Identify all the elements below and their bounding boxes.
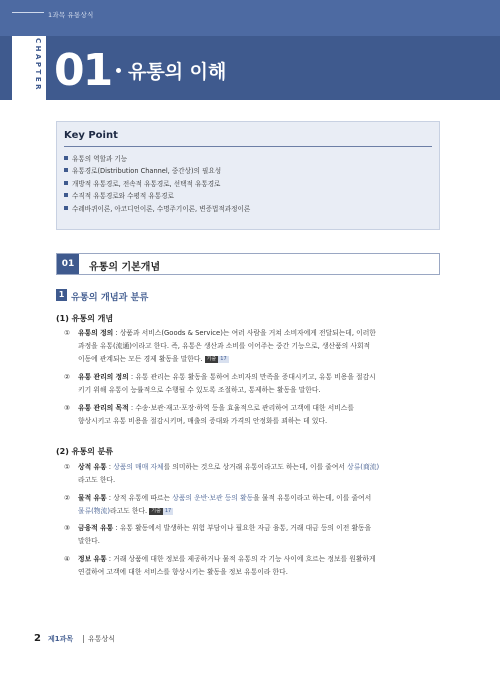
exam-year-badge: 17	[164, 507, 172, 514]
part1-item-3: ③ 유통 관리의 목적 : 수송·보관·재고·포장·하역 등을 효율적으로 관리하여 고객에 대한 서비스를 향상시키고 유통 비용을 절감시키며, 매출의 증대와 가격의 안정화를 꾀하는 데 있다.	[64, 404, 354, 425]
key-point-item: 개방적 유통경로, 전속적 유통경로, 선택적 유통경로	[64, 178, 250, 190]
part1-item-2: ② 유통 관리의 정의 : 유통 관리는 유통 활동을 통하여 소비자의 만족을 증대시키고, 유통 비용을 절감시 키기 위해 유통이 능률적으로 수행될 수 있도록 조절하고, 통제하는 활동을 말한다.	[64, 373, 376, 394]
part2-item-3: ③ 금융적 유통 : 유통 활동에서 발생하는 위험 부담이나 필요한 자금 융통, 거래 대금 등의 이전 활동을 말한다.	[64, 524, 372, 545]
key-point-item: 유통경로(Distribution Channel, 중간상)의 필요성	[64, 165, 250, 177]
bullet-square-icon	[64, 168, 68, 172]
section-header	[56, 253, 440, 275]
header-subject: 1과목 유통상식	[48, 11, 94, 19]
subsection-title: 유통의 개념과 분류	[71, 292, 149, 303]
key-point-item: 수레바퀴이론, 아코디언이론, 수명주기이론, 변증법적과정이론	[64, 203, 250, 215]
part2-item-2: ② 물적 유통 : 상적 유통에 따르는 상품의 운반·보관 등의 활동을 물적 유통이라고 하는데, 이를 줄여서 물류(物流)라고도 한다. 기출 17	[64, 494, 372, 515]
key-point-list	[64, 153, 250, 215]
footer-subject: 유통상식	[88, 635, 116, 643]
bullet-square-icon	[64, 206, 68, 210]
part1-item-1: ① 유통의 정의 : 상품과 서비스(Goods & Service)는 여러 사람을 거쳐 소비자에게 전달되는데, 이러한 과정을 유통(流通)이라고 한다. 즉, 유통은 생산과 소비를 이어주는 중간 기능으로, 생산품의 사회적 이동에 관계되는 모든 경제 활동을 말한다. 기출 17	[64, 329, 376, 363]
bullet-square-icon	[64, 156, 68, 160]
chapter-title: 유통의 이해	[128, 61, 227, 83]
footer-part: 제1과목	[48, 635, 74, 643]
exam-badge: 기출	[151, 507, 161, 514]
exam-year-badge: 17	[220, 355, 227, 362]
chapter-dot	[116, 68, 121, 73]
key-point-item: 유통의 역할과 기능	[64, 153, 250, 165]
page-number: 2	[34, 633, 41, 644]
key-point-item: 수직적 유통경로와 수평적 유통경로	[64, 190, 250, 202]
key-point-title: Key Point	[64, 130, 118, 141]
header-divider-line	[12, 12, 44, 13]
exam-badge: 기출	[206, 355, 217, 362]
section-number: 01	[57, 254, 79, 274]
subsection-number: 1	[56, 289, 67, 301]
bullet-square-icon	[64, 181, 68, 185]
part2-heading: (2) 유통의 분류	[56, 447, 114, 456]
chapter-label: CHAPTER	[34, 38, 42, 92]
footer-separator	[83, 635, 84, 643]
section-title: 유통의 기본개념	[89, 262, 161, 273]
key-point-rule	[64, 146, 432, 147]
bullet-square-icon	[64, 193, 68, 197]
part1-heading: (1) 유통의 개념	[56, 314, 114, 323]
part2-item-1: ① 상적 유통 : 상품의 매매 자체를 의미하는 것으로 상거래 유통이라고도 하는데, 이를 줄여서 상류(商流) 라고도 한다.	[64, 463, 380, 484]
part2-item-4: ④ 정보 유통 : 거래 상품에 대한 정보를 제공하거나 물적 유통의 각 기능 사이에 흐르는 정보를 원활하게 연결하여 고객에 대한 서비스를 향상시키는 활동을 정보 유통이라 한다.	[64, 555, 376, 576]
key-point-box	[56, 121, 440, 230]
chapter-number: 01	[54, 45, 112, 96]
